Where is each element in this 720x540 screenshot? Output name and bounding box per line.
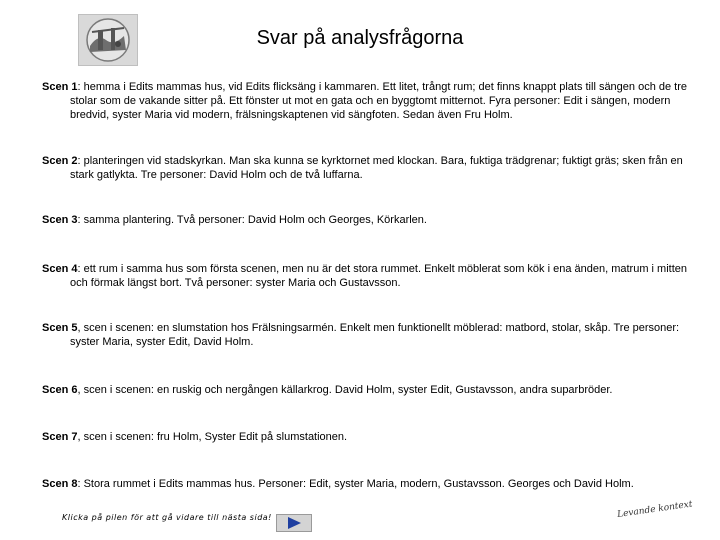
scene-label: Scen 7 [42,431,78,443]
scene-label: Scen 1 [42,81,78,93]
scene-label: Scen 8 [42,478,78,490]
scene-text: : planteringen vid stadskyrkan. Man ska kunna se kyrktornet med klockan. Bara, fuktiga trädgrenar; fuktigt gräs; sken från en stark gatlykta. Tre personer: David Holm och de två luffarna. [70,155,683,181]
scene-item-3 [42,213,697,227]
scene-item-5 [42,321,697,349]
scene-item-6 [42,383,697,397]
brand-logo-text [617,500,693,520]
footer-instruction: Klicka på pilen för att gå vidare till nästa sida! [62,513,272,522]
play-arrow-icon [286,517,302,529]
scene-label: Scen 5 [42,322,78,334]
scene-item-7 [42,430,697,444]
page-title: Svar på analysfrågorna [256,27,464,49]
scene-label: Scen 4 [42,263,78,275]
scene-text: , scen i scenen: en ruskig och nergången källarkrog. David Holm, syster Edit, Gustavsson, andra suparbröder. [77,384,613,396]
scene-text: : hemma i Edits mammas hus, vid Edits flicksäng i kammaren. Ett litet, trångt rum; det finns knappt plats till sängen och de tre stolar som de vakande sitter på. Ett fönster ut mot en gata och en byggtomt mitternot. Fyra personer: Edit i sängen, modern bredvid, syster Maria vid modern, frälsningskaptenen vid sängfoten. Sedan även Fru Holm. [70,81,688,121]
scene-item-8 [42,477,697,491]
scene-item-4 [42,262,697,290]
logo-illustration [80,16,136,64]
scene-item-2 [42,154,697,182]
scene-text: , scen i scenen: en slumstation hos Frälsningsarmén. Enkelt men funktionellt möblerad: matbord, stolar, skåp. Tre personer: syster Maria, syster Edit, David Holm. [70,322,680,348]
next-page-button[interactable] [276,514,312,532]
scene-text: : ett rum i samma hus som första scenen, men nu är det stora rummet. Enkelt möblerat som kök i ena änden, matrum i mitten och förmak längst bort. Två personer: syster Maria och Gustavsson. [70,263,687,289]
scene-item-1 [42,80,697,122]
brand-text: Levande kontext [616,499,694,520]
scene-label: Scen 6 [42,384,78,396]
scene-text: , scen i scenen: fru Holm, Syster Edit på slumstationen. [77,431,348,443]
scene-label: Scen 2 [42,155,78,167]
scene-label: Scen 3 [42,214,78,226]
scene-text: : samma plantering. Två personer: David Holm och Georges, Körkarlen. [77,214,427,226]
scene-text: : Stora rummet i Edits mammas hus. Personer: Edit, syster Maria, modern, Gustavsson. Georges och David Holm. [77,478,634,490]
logo-image [78,14,138,66]
